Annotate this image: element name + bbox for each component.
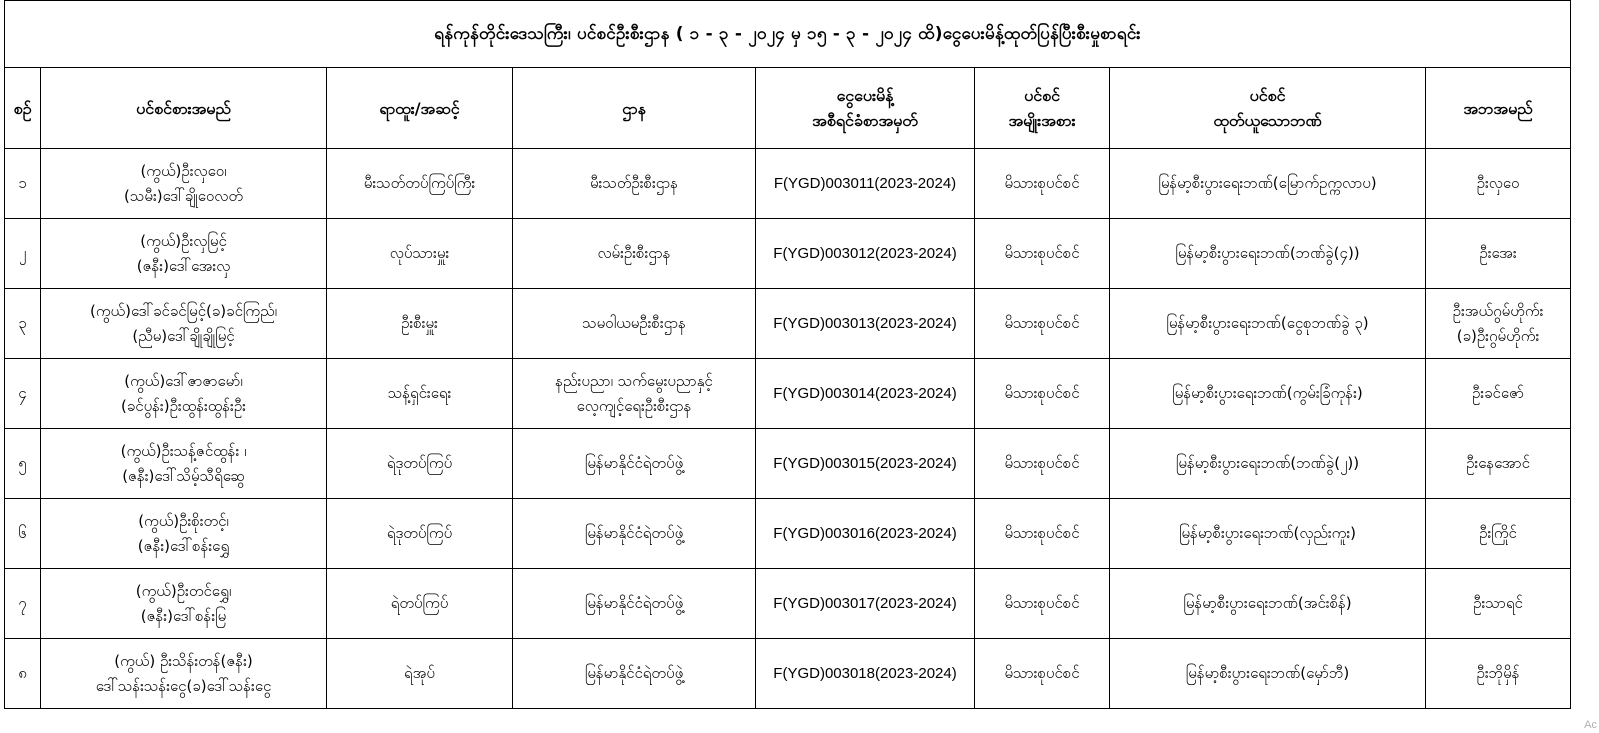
cell-agent[interactable]: ဦးသာရင်: [1426, 569, 1571, 639]
cell-rank[interactable]: ရဲဒုတပ်ကြပ်: [327, 429, 513, 499]
cell-agent[interactable]: ဦးလှဝေ: [1426, 149, 1571, 219]
sheet-title[interactable]: ရန်ကုန်တိုင်းဒေသကြီး၊ ပင်စင်ဦးစီးဌာန ( ၁ - ၃ - ၂၀၂၄ မှ ၁၅ - ၃ - ၂၀၂၄ ထိ)ငွေပေးမိန့်ထုတ်ပြန်ပြီးစီးမှုစာရင်း: [5, 1, 1571, 68]
name-line: (ကွယ်)ဦးသန့်ဇင်ထွန်း ၊: [120, 441, 247, 460]
table-row: [5, 359, 1571, 429]
cell-pay-order-ref[interactable]: F(YGD)003017(2023-2024): [756, 569, 975, 639]
header-bank-line2: ထုတ်ယူသောဘဏ်: [1213, 111, 1322, 130]
cell-name[interactable]: [41, 219, 327, 289]
header-bank[interactable]: [1110, 68, 1426, 149]
name-line: (ဇနီး)ဒေါ်အေးလှ: [136, 256, 231, 275]
cell-department[interactable]: မြန်မာနိုင်ငံရဲတပ်ဖွဲ့: [513, 569, 756, 639]
department-line: လေ့ကျင့်ရေးဦးစီးဌာန: [576, 396, 692, 415]
header-department[interactable]: ဌာန: [513, 68, 756, 149]
header-pay-order[interactable]: [756, 68, 975, 149]
cell-pay-order-ref[interactable]: F(YGD)003018(2023-2024): [756, 639, 975, 709]
header-bank-line1: ပင်စင်: [1249, 86, 1286, 105]
cell-pay-order-ref[interactable]: F(YGD)003016(2023-2024): [756, 499, 975, 569]
cell-pension-type[interactable]: မိသားစုပင်စင်: [975, 149, 1110, 219]
header-pay-order-line1: ငွေပေးမိန့်: [836, 86, 894, 105]
name-line: (ဇနီး)ဒေါ်သိမ့်သီရိဆွေ: [122, 466, 245, 485]
cell-department[interactable]: လမ်းဦးစီးဌာန: [513, 219, 756, 289]
agent-line: (ခ)ဦးဂွမ်ဟိုက်း: [1456, 326, 1540, 345]
cell-pay-order-ref[interactable]: F(YGD)003012(2023-2024): [756, 219, 975, 289]
corner-watermark: Ac: [1584, 719, 1597, 731]
cell-pension-type[interactable]: မိသားစုပင်စင်: [975, 429, 1110, 499]
cell-name[interactable]: [41, 639, 327, 709]
cell-no[interactable]: ၄: [5, 359, 41, 429]
header-pension-type-line1: ပင်စင်: [1024, 86, 1060, 105]
cell-pay-order-ref[interactable]: F(YGD)003015(2023-2024): [756, 429, 975, 499]
name-line: (ကွယ်)ဦးလှမြင့်: [140, 231, 227, 250]
cell-department[interactable]: မြန်မာနိုင်ငံရဲတပ်ဖွဲ့: [513, 639, 756, 709]
name-line: (ကွယ်)ဒေါ်ဇာဇာမော်၊: [124, 371, 243, 390]
cell-bank[interactable]: မြန်မာ့စီးပွားရေးဘဏ်(အင်းစိန်): [1110, 569, 1426, 639]
header-row: [5, 68, 1571, 149]
cell-rank[interactable]: ရဲအုပ်: [327, 639, 513, 709]
cell-rank[interactable]: သန့်ရှင်းရေး: [327, 359, 513, 429]
cell-pay-order-ref[interactable]: F(YGD)003014(2023-2024): [756, 359, 975, 429]
cell-pension-type[interactable]: မိသားစုပင်စင်: [975, 289, 1110, 359]
spreadsheet-sheet: [4, 0, 1599, 709]
cell-agent[interactable]: ဦးကြိုင်: [1426, 499, 1571, 569]
table-row: [5, 219, 1571, 289]
cell-no[interactable]: ၈: [5, 639, 41, 709]
agent-line: ဦးအယ်ဂွမ်ဟိုက်း: [1452, 301, 1544, 320]
cell-department[interactable]: မြန်မာနိုင်ငံရဲတပ်ဖွဲ့: [513, 429, 756, 499]
header-agent[interactable]: အဘအမည်: [1426, 68, 1571, 149]
cell-department[interactable]: သမဝါယမဦးစီးဌာန: [513, 289, 756, 359]
pension-table: [4, 0, 1571, 709]
name-line: (ဇနီး)ဒေါ်စန်းရွှေ: [137, 536, 230, 555]
cell-name[interactable]: [41, 429, 327, 499]
cell-bank[interactable]: မြန်မာ့စီးပွားရေးဘဏ်(လှည်းကူး): [1110, 499, 1426, 569]
cell-agent[interactable]: ဦးအေး: [1426, 219, 1571, 289]
name-line: (ကွယ်)ဦးတင်ရွှေ၊: [135, 581, 232, 600]
cell-no[interactable]: ၆: [5, 499, 41, 569]
cell-no[interactable]: ၃: [5, 289, 41, 359]
cell-pay-order-ref[interactable]: F(YGD)003013(2023-2024): [756, 289, 975, 359]
cell-name[interactable]: [41, 289, 327, 359]
cell-agent[interactable]: [1426, 289, 1571, 359]
cell-department[interactable]: မြန်မာနိုင်ငံရဲတပ်ဖွဲ့: [513, 499, 756, 569]
department-line: နည်းပညာ၊ သက်မွေးပညာနှင့်: [555, 371, 713, 390]
name-line: ဒေါ်သန်းသန်းငွေ(ခ)ဒေါ်သန်းငွေ: [95, 676, 272, 695]
cell-pension-type[interactable]: မိသားစုပင်စင်: [975, 359, 1110, 429]
cell-bank[interactable]: မြန်မာ့စီးပွားရေးဘဏ်(ကွမ်းခြံကုန်း): [1110, 359, 1426, 429]
cell-bank[interactable]: မြန်မာ့စီးပွားရေးဘဏ်(မှော်ဘီ): [1110, 639, 1426, 709]
table-row: [5, 289, 1571, 359]
name-line: (ကွယ်) ဦးသိန်းတန်(ဇနီး): [114, 651, 253, 670]
cell-pension-type[interactable]: မိသားစုပင်စင်: [975, 639, 1110, 709]
header-pension-type-line2: အမျိုးအစား: [1008, 111, 1076, 130]
cell-department[interactable]: [513, 359, 756, 429]
cell-department[interactable]: မီးသတ်ဦးစီးဌာန: [513, 149, 756, 219]
table-row: [5, 569, 1571, 639]
cell-no[interactable]: ၁: [5, 149, 41, 219]
cell-bank[interactable]: မြန်မာ့စီးပွားရေးဘဏ်(ဘဏ်ခွဲ(၄)): [1110, 219, 1426, 289]
table-row: [5, 429, 1571, 499]
cell-no[interactable]: ၅: [5, 429, 41, 499]
name-line: (သမီး)ဒေါ်ချိုဝေလတ်: [124, 186, 243, 205]
header-pay-order-line2: အစီရင်ခံစာအမှတ်: [812, 111, 918, 130]
header-no[interactable]: စဉ်: [5, 68, 41, 149]
cell-name[interactable]: [41, 149, 327, 219]
table-row: [5, 499, 1571, 569]
name-line: (ကွယ်)ဒေါ်ခင်ခင်မြင့်(ခ)ခင်ကြည်၊: [90, 301, 277, 320]
name-line: (ကွယ်)ဦးစိုးတင့်၊: [138, 511, 229, 530]
cell-pension-type[interactable]: မိသားစုပင်စင်: [975, 569, 1110, 639]
cell-agent[interactable]: ဦးဘိုမှိန်: [1426, 639, 1571, 709]
table-row: [5, 639, 1571, 709]
cell-no[interactable]: ၇: [5, 569, 41, 639]
cell-rank[interactable]: ရဲတပ်ကြပ်: [327, 569, 513, 639]
cell-pay-order-ref[interactable]: F(YGD)003011(2023-2024): [756, 149, 975, 219]
cell-agent[interactable]: ဦးခင်ဇော်: [1426, 359, 1571, 429]
cell-bank[interactable]: မြန်မာ့စီးပွားရေးဘဏ်(မြောက်ဥက္ကလာပ): [1110, 149, 1426, 219]
cell-bank[interactable]: မြန်မာ့စီးပွားရေးဘဏ်(ဘဏ်ခွဲ(၂)): [1110, 429, 1426, 499]
header-pension-type[interactable]: [975, 68, 1110, 149]
table-row: [5, 149, 1571, 219]
cell-name[interactable]: [41, 499, 327, 569]
name-line: (ဇနီး)ဒေါ်စန်းမြ: [140, 606, 227, 625]
cell-rank[interactable]: ဦးစီးမှူး: [327, 289, 513, 359]
cell-pension-type[interactable]: မိသားစုပင်စင်: [975, 499, 1110, 569]
name-line: (ညီမ)ဒေါ်ချိုချိုမြင့်: [132, 326, 235, 345]
cell-pension-type[interactable]: မိသားစုပင်စင်: [975, 219, 1110, 289]
cell-name[interactable]: [41, 359, 327, 429]
cell-rank[interactable]: လုပ်သားမှူး: [327, 219, 513, 289]
cell-name[interactable]: [41, 569, 327, 639]
name-line: (ကွယ်)ဦးလှဝေ၊: [140, 161, 227, 180]
name-line: (ခင်ပွန်း)ဦးထွန်းထွန်းဦး: [121, 396, 246, 415]
title-row: [5, 1, 1571, 68]
cell-rank[interactable]: ရဲဒုတပ်ကြပ်: [327, 499, 513, 569]
cell-agent[interactable]: ဦးနေအောင်: [1426, 429, 1571, 499]
cell-rank[interactable]: မီးသတ်တပ်ကြပ်ကြီး: [327, 149, 513, 219]
header-rank[interactable]: ရာထူး/အဆင့်: [327, 68, 513, 149]
header-pensioner-name[interactable]: ပင်စင်စားအမည်: [41, 68, 327, 149]
cell-no[interactable]: ၂: [5, 219, 41, 289]
cell-bank[interactable]: မြန်မာ့စီးပွားရေးဘဏ်(ငွေစုဘဏ်ခွဲ ၃): [1110, 289, 1426, 359]
